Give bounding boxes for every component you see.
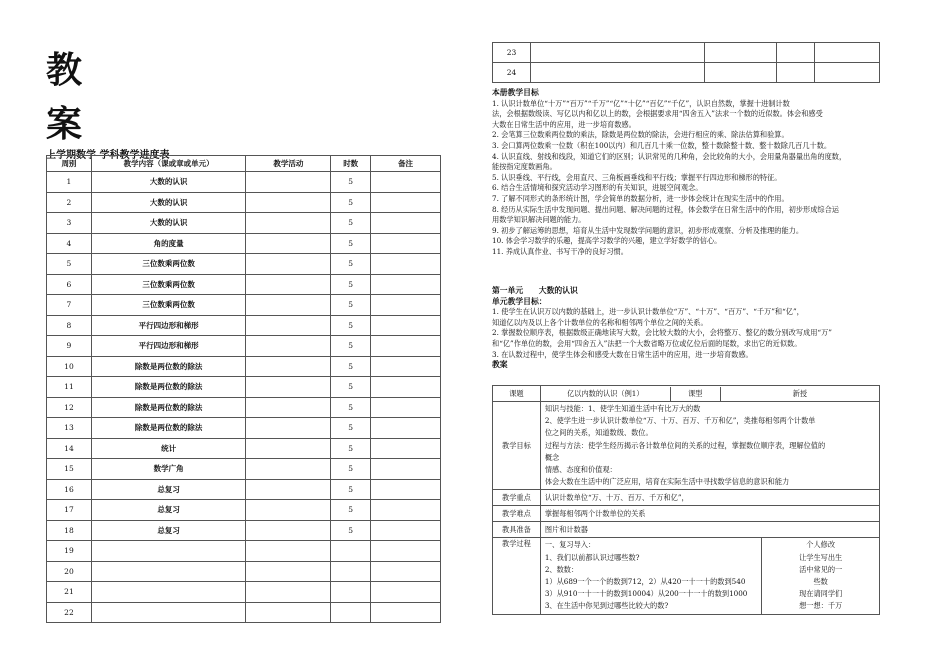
hours-cell: 5 [331,438,371,459]
empty-cell [530,43,705,63]
hours-cell: 5 [331,274,371,295]
week-cell: 3 [47,213,92,234]
activity-cell [246,438,331,459]
notes-cell [371,274,441,295]
table-row [47,541,441,562]
content-cell: 大数的认识 [91,172,246,193]
notes-cell [371,500,441,521]
week-cell: 5 [47,254,92,275]
week-cell: 1 [47,172,92,193]
process-line: 1）从689一个一个的数到712，2）从420一十一十的数到540 [544,577,746,587]
notes-cell [371,582,441,603]
content-cell [91,561,246,582]
process-label: 教学过程 [493,538,541,614]
unit-goal-line: 3. 在认数过程中，使学生体会和感受大数在日常生活中的应用，进一步培育数感。 [492,349,753,359]
empty-cell [815,63,880,83]
process-line: 3、在生活中你见到过哪些比较大的数? [544,601,669,611]
content-cell [91,602,246,623]
book-goal-line: 8. 经历从实际生活中发现问题、提出问题、解决问题的过程，体会数学在日常生活中的作用，初步形成综合运 [492,204,839,214]
week-cell: 21 [47,582,92,603]
lesson-goal-line: 过程与方法：使学生经历揭示各计数单位间的关系的过程，掌握数位顺序表，理解位值的 [544,440,826,450]
book-goal-line: 6. 结合生活情境和探究活动学习图形的有关知识，进展空间观念。 [492,183,703,193]
week-cell: 20 [47,561,92,582]
plan-heading: 教案 [492,360,508,370]
note-line: 些数 [813,577,828,587]
book-goal-line: 3. 会口算两位数乘一位数（积在100以内）和几百几十乘一位数，整十数除整十数、整十数除几百几十数。 [492,140,832,150]
book-goals-section [492,88,892,258]
week-cell: 7 [47,295,92,316]
schedule-body [47,172,441,623]
unit-goals-list [492,307,892,360]
hours-cell [331,582,371,603]
table-row [47,315,441,336]
table-row [47,233,441,254]
book-goal-line: 9. 初步了解运筹的思想，培育从生活中发现数学问题的意识，初步形成观察、分析及推理的能力。 [492,225,804,235]
goals-label: 教学目标 [493,402,541,490]
activity-cell [246,541,331,562]
book-goal-line: 1. 认识计数单位“十万”“百万”“千万”“亿”“十亿”“百亿”“千亿”，认识自然数，掌握十进制计数 [492,98,790,108]
activity-cell [246,397,331,418]
week-cell: 9 [47,336,92,357]
activity-cell [246,582,331,603]
week-cell: 2 [47,192,92,213]
lesson-difficulty: 掌握每相邻两个计数单位的关系 [540,506,879,522]
table-row [47,418,441,439]
book-goal-line: 2. 会笔算三位数乘两位数的乘法，除数是两位数的除法，会进行相应的乘、除法估算和验算。 [492,130,789,140]
lesson-focus: 认识计数单位“万、十万、百万、千万和亿”， [540,490,879,506]
week-cell: 14 [47,438,92,459]
activity-cell [246,274,331,295]
activity-cell [246,479,331,500]
activity-cell [246,233,331,254]
notes-cell [371,520,441,541]
schedule-header-row [47,156,441,172]
notes-cell [371,459,441,480]
empty-cell [705,43,777,63]
content-cell [91,582,246,603]
lesson-process [540,538,761,614]
empty-cell [777,43,815,63]
topic-label: 课题 [493,386,541,402]
note-line: 个人修改 [806,540,836,550]
notes-cell [371,233,441,254]
lesson-process-row [493,538,880,614]
table-row [47,295,441,316]
week-cell: 18 [47,520,92,541]
hours-cell: 5 [331,192,371,213]
table-row [47,500,441,521]
notes-cell [371,172,441,193]
book-goal-line: 7. 了解不同形式的条形统计图，学会简单的数据分析，进一步体会统计在现实生活中的作用。 [492,193,789,203]
hours-cell: 5 [331,356,371,377]
unit-goal-line: 知道亿以内及以上各个计数单位的名称和相邻两个单位之间的关系。 [492,317,708,327]
title-char-2: 案 [46,103,83,145]
content-cell: 除数是两位数的除法 [91,418,246,439]
unit-section [492,286,892,371]
week-cell: 12 [47,397,92,418]
lesson-goal-line: 体会大数在生活中的广泛应用，培育在实际生活中寻找数学信息的意识和能力 [544,477,790,487]
book-goals-list [492,99,892,258]
week-cell: 10 [47,356,92,377]
header-content: 教学内容（课或章或单元） [91,156,246,172]
notes-cell [371,479,441,500]
unit-goal-line: 2. 掌握数位顺序表，根据数级正确地读写大数，会比较大数的大小，会将整万、整亿的数分别改写成用“万” [492,328,832,338]
type-label: 课型 [671,387,721,401]
book-goal-line: 4. 认识直线、射线和线段，知道它们的区别；认识常见的几种角，会比较角的大小，会用量角器量出角的度数， [492,151,847,161]
note-line: 现在请同学们 [799,589,843,599]
notes-cell [371,315,441,336]
activity-cell [246,459,331,480]
focus-label: 教学重点 [493,490,541,506]
hours-cell: 5 [331,479,371,500]
lesson-difficulty-row [493,506,880,522]
hours-cell: 5 [331,213,371,234]
activity-cell [246,315,331,336]
lesson-goals [540,402,879,490]
week-cell: 15 [47,459,92,480]
notes-cell [371,377,441,398]
table-row [493,43,880,63]
title-char-1: 教 [46,49,83,91]
week-cell: 19 [47,541,92,562]
table-row [47,479,441,500]
note-line: 活中常见的一 [799,564,843,574]
prep-label: 教具准备 [493,522,541,538]
table-row [47,172,441,193]
activity-cell [246,356,331,377]
hours-cell: 5 [331,459,371,480]
content-cell: 三位数乘两位数 [91,274,246,295]
content-cell: 三位数乘两位数 [91,254,246,275]
lesson-goal-line: 2、使学生进一步认识计数单位“万、十万、百万、千万和亿”，类推每相邻两个计数单 [544,416,816,426]
book-goal-line: 5. 认识垂线、平行线，会用直尺、三角板画垂线和平行线；掌握平行四边形和梯形的特征。 [492,172,782,182]
activity-cell [246,377,331,398]
notes-cell [371,213,441,234]
content-cell: 总复习 [91,520,246,541]
hours-cell: 5 [331,418,371,439]
content-cell: 角的度量 [91,233,246,254]
content-cell: 统计 [91,438,246,459]
lesson-type: 新授 [792,388,808,398]
activity-cell [246,520,331,541]
schedule-table [46,155,441,623]
header-hours: 时数 [331,156,371,172]
content-cell: 除数是两位数的除法 [91,356,246,377]
lesson-topic-row [493,386,880,402]
schedule-continued-table [492,42,880,83]
empty-cell [530,63,705,83]
content-cell: 总复习 [91,500,246,521]
table-row [47,438,441,459]
lesson-focus-row [493,490,880,506]
unit-goals-heading: 单元教学目标： [492,296,547,306]
book-goals-heading: 本册教学目标 [492,88,539,97]
content-cell: 除数是两位数的除法 [91,397,246,418]
table-row [47,397,441,418]
content-cell: 三位数乘两位数 [91,295,246,316]
week-cell: 22 [47,602,92,623]
hours-cell [331,561,371,582]
week-cell: 16 [47,479,92,500]
hours-cell: 5 [331,397,371,418]
book-goal-line: 大数在日常生活中的应用，进一步培育数感。 [492,119,636,129]
activity-cell [246,336,331,357]
hours-cell: 5 [331,295,371,316]
content-cell: 总复习 [91,479,246,500]
book-goal-line: 法，会根据数级读、写亿以内和亿以上的数，会根据要求用“四舍五入”法求一个数的近似数。体会和感受 [492,109,823,119]
table-row [47,213,441,234]
activity-cell [246,602,331,623]
hours-cell: 5 [331,500,371,521]
activity-cell [246,418,331,439]
content-cell: 大数的认识 [91,192,246,213]
notes-cell [371,602,441,623]
schedule-heading: 上学期数学 学科教学进度表 [46,150,170,161]
empty-cell [705,63,777,83]
week-cell: 11 [47,377,92,398]
activity-cell [246,561,331,582]
table-row [493,63,880,83]
activity-cell [246,295,331,316]
notes-cell [371,561,441,582]
content-cell: 平行四边形和梯形 [91,315,246,336]
hours-cell: 5 [331,233,371,254]
process-line: 3）从910一十一十的数到10004）从200一十一十的数到1000 [544,589,748,599]
week-cell: 24 [493,63,531,83]
table-row [47,356,441,377]
table-row [47,520,441,541]
content-cell [91,541,246,562]
activity-cell [246,172,331,193]
content-cell: 数学广角 [91,459,246,480]
hours-cell: 5 [331,254,371,275]
note-line: 让学生写出生 [799,552,843,562]
activity-cell [246,192,331,213]
header-week: 周别 [47,156,92,172]
content-cell: 除数是两位数的除法 [91,377,246,398]
hours-cell: 5 [331,315,371,336]
content-cell: 大数的认识 [91,213,246,234]
unit-goal-line: 1. 使学生在认识万以内数的基础上，进一步认识计数单位“万”、“十万”、“百万”、“千万”和“亿”， [492,307,804,317]
week-cell: 6 [47,274,92,295]
notes-cell [371,336,441,357]
table-row [47,582,441,603]
book-goal-line: 11. 养成认真作业、书写干净的良好习惯。 [492,246,628,256]
book-goal-line: 用数学知识解决问题的能力。 [492,215,586,225]
lesson-goal-line: 位之间的关系，知道数级、数位。 [544,428,653,438]
lesson-goals-row [493,402,880,490]
hours-cell [331,541,371,562]
hours-cell: 5 [331,377,371,398]
lesson-topic: 亿以内数的认识（例1） [541,387,671,401]
notes-cell [371,356,441,377]
activity-cell [246,500,331,521]
table-row [47,336,441,357]
table-row [47,459,441,480]
notes-cell [371,254,441,275]
table-row [47,274,441,295]
empty-cell [815,43,880,63]
notes-cell [371,397,441,418]
book-goal-line: 能按指定度数画角。 [492,162,557,172]
notes-cell [371,418,441,439]
activity-cell [246,254,331,275]
table-row [47,254,441,275]
notes-cell [371,295,441,316]
lesson-prep-row [493,522,880,538]
table-row [47,377,441,398]
notes-cell [371,541,441,562]
table-row [47,192,441,213]
week-cell: 17 [47,500,92,521]
lesson-goal-line: 知识与技能：1、使学生知道生活中有比万大的数 [544,404,701,413]
notes-cell [371,438,441,459]
process-line: 1、我们以前都认识过哪些数? [544,552,640,562]
header-notes: 备注 [371,156,441,172]
hours-cell [331,602,371,623]
lesson-notes [762,538,880,614]
hours-cell: 5 [331,172,371,193]
unit-heading: 第一单元 大数的认识 [492,286,578,295]
lesson-goal-line: 概念 [544,452,560,462]
process-line: 2、数数： [544,564,579,574]
header-activity: 教学活动 [246,156,331,172]
process-line: 一、复习导入： [544,540,596,550]
week-cell: 4 [47,233,92,254]
difficulty-label: 教学难点 [493,506,541,522]
week-cell: 8 [47,315,92,336]
note-line: 想一想：千万 [799,601,843,611]
empty-cell [777,63,815,83]
activity-cell [246,213,331,234]
unit-goal-line: 和“亿”作单位的数，会用“四舍五入”法把一个大数省略万位或亿位后面的尾数，求出它的近似数。 [492,338,802,348]
week-cell: 23 [493,43,531,63]
lesson-prep: 图片和计数器 [540,522,879,538]
table-row [47,602,441,623]
schedule-continued-body [493,43,880,83]
hours-cell: 5 [331,336,371,357]
content-cell: 平行四边形和梯形 [91,336,246,357]
table-row [47,561,441,582]
lesson-plan-table [492,385,880,615]
notes-cell [371,192,441,213]
week-cell: 13 [47,418,92,439]
hours-cell: 5 [331,520,371,541]
book-goal-line: 10. 体会学习数学的乐趣，提高学习数学的兴趣，建立学好数学的信心。 [492,236,722,246]
lesson-goal-line: 情感、态度和价值观： [544,465,617,475]
